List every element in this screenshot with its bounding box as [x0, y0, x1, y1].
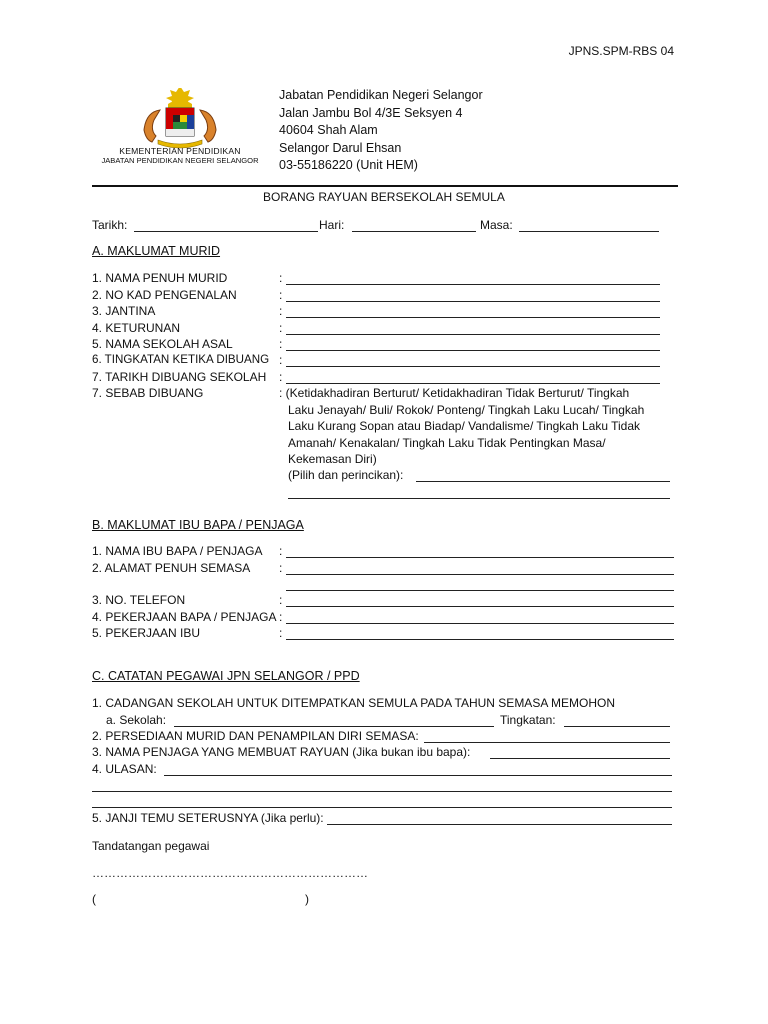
address-line: 40604 Shah Alam [279, 123, 378, 137]
field-row: 1. NAMA PENUH MURID : [92, 271, 662, 287]
field-label: 4. KETURUNAN [92, 321, 181, 335]
no-kad-input[interactable] [286, 288, 660, 302]
keturunan-input[interactable] [286, 321, 660, 335]
name-bracket-close: ) [305, 892, 309, 906]
section-c-heading: C. CATATAN PEGAWAI JPN SELANGOR / PPD [92, 669, 360, 683]
field-label: 2. NO KAD PENGENALAN [92, 288, 237, 302]
tarikh-dibuang-input[interactable] [286, 370, 660, 384]
name-bracket-open: ( [92, 892, 96, 906]
field-label: 4. PEKERJAAN BAPA / PENJAGA [92, 610, 277, 624]
ministry-logo [96, 88, 264, 168]
field-row: 6. TINGKATAN KETIKA DIBUANG : [92, 353, 662, 369]
item-1-label: 1. CADANGAN SEKOLAH UNTUK DITEMPATKAN SEMULA PADA TAHUN SEMASA MEMOHON [92, 696, 615, 710]
sekolah-input[interactable] [174, 713, 494, 727]
pekerjaan-bapa-input[interactable] [286, 610, 674, 624]
field-label: 5. PEKERJAAN IBU [92, 626, 201, 640]
sebab-detail-input-2[interactable] [288, 485, 670, 499]
department-address [279, 87, 483, 175]
signature-label: Tandatangan pegawai [92, 839, 210, 853]
alamat-input[interactable] [286, 561, 674, 575]
field-label: 2. ALAMAT PENUH SEMASA [92, 561, 251, 575]
tarikh-field[interactable] [134, 218, 318, 232]
sebab-detail-input[interactable] [416, 468, 670, 482]
address-line: Jalan Jambu Bol 4/3E Seksyen 4 [279, 105, 463, 120]
field-label: 1. NAMA PENUH MURID [92, 271, 228, 285]
field-row: 5. PEKERJAAN IBU : [92, 626, 676, 642]
field-row: 3. JANTINA : [92, 304, 662, 320]
field-row: 2. ALAMAT PENUH SEMASA : [92, 561, 676, 577]
field-row: 5. NAMA SEKOLAH ASAL : [92, 337, 662, 353]
form-title: BORANG RAYUAN BERSEKOLAH SEMULA [263, 190, 505, 204]
telefon-input[interactable] [286, 593, 674, 607]
field-label: 7. TARIKH DIBUANG SEKOLAH [92, 370, 267, 384]
field-row: 3. NO. TELEFON : [92, 593, 676, 609]
hari-label: Hari: [319, 218, 345, 232]
field-row: 4. KETURUNAN : [92, 321, 662, 337]
pekerjaan-ibu-input[interactable] [286, 626, 674, 640]
tarikh-label: Tarikh: [92, 218, 128, 232]
jantina-input[interactable] [286, 304, 660, 318]
signature-line[interactable]: …………………………………………………………… [92, 866, 368, 880]
ulasan-input-2[interactable] [92, 778, 672, 792]
address-line: Selangor Darul Ehsan [279, 140, 402, 155]
reasons-line: Kekemasan Diri) [288, 452, 377, 466]
reasons-first-line: : (Ketidakhadiran Berturut/ Ketidakhadiran Tidak Berturut/ Tingkah [279, 386, 630, 400]
ulasan-input[interactable] [164, 762, 672, 776]
masa-field[interactable] [519, 218, 659, 232]
logo-line1: KEMENTERIAN PENDIDIKAN [119, 146, 241, 156]
nama-murid-input[interactable] [286, 271, 660, 285]
field-row: 4. PEKERJAAN BAPA / PENJAGA : [92, 610, 676, 626]
hari-field[interactable] [352, 218, 476, 232]
field-label: 3. NO. TELEFON [92, 593, 186, 607]
reasons-line: Laku Kurang Sopan atau Biadap/ Vandalisme/ Tingkah Laku Tidak [288, 419, 641, 433]
sekolah-label: a. Sekolah: [106, 713, 167, 727]
reasons-line: Laku Jenayah/ Buli/ Rokok/ Ponteng/ Tingkah Laku Lucah/ Tingkah [288, 403, 645, 417]
item-5-label: 5. JANJI TEMU SETERUSNYA (Jika perlu): [92, 811, 324, 825]
item-4-label: 4. ULASAN: [92, 762, 157, 776]
section-a-heading: A. MAKLUMAT MURID [92, 244, 221, 258]
persediaan-input[interactable] [424, 729, 670, 743]
logo-line2: JABATAN PENDIDIKAN NEGERI SELANGOR [101, 156, 259, 165]
alamat-input-2[interactable] [286, 577, 674, 591]
field-row: 7. TARIKH DIBUANG SEKOLAH : [92, 370, 662, 386]
janji-temu-input[interactable] [327, 811, 672, 825]
sekolah-asal-input[interactable] [286, 337, 660, 351]
field-row: 2. NO KAD PENGENALAN : [92, 288, 662, 304]
form-code: JPNS.SPM-RBS 04 [568, 44, 674, 58]
field-row: 1. NAMA IBU BAPA / PENJAGA : [92, 544, 676, 560]
section-b-heading: B. MAKLUMAT IBU BAPA / PENJAGA [92, 518, 304, 532]
item-3-label: 3. NAMA PENJAGA YANG MEMBUAT RAYUAN (Jika bukan ibu bapa): [92, 745, 471, 759]
address-line: 03-55186220 (Unit HEM) [279, 158, 418, 172]
field-label: 5. NAMA SEKOLAH ASAL [92, 337, 233, 351]
ulasan-input-3[interactable] [92, 794, 672, 808]
tingkatan-dibuang-input[interactable] [286, 353, 660, 367]
tingkatan-label: Tingkatan: [500, 713, 556, 727]
choose-label: (Pilih dan perincikan): [288, 468, 404, 482]
nama-penjaga-input[interactable] [286, 544, 674, 558]
nama-penjaga-rayuan-input[interactable] [490, 745, 670, 759]
address-line: Jabatan Pendidikan Negeri Selangor [279, 88, 483, 102]
masa-label: Masa: [480, 218, 513, 232]
field-label: 6. TINGKATAN KETIKA DIBUANG [92, 353, 270, 366]
field-label: 3. JANTINA [92, 304, 156, 318]
field-label: 1. NAMA IBU BAPA / PENJAGA [92, 544, 263, 558]
tingkatan-input[interactable] [564, 713, 670, 727]
header-divider [92, 185, 678, 187]
field-label: 7. SEBAB DIBUANG [92, 386, 204, 400]
item-2-label: 2. PERSEDIAAN MURID DAN PENAMPILAN DIRI SEMASA: [92, 729, 419, 743]
reasons-line: Amanah/ Kenakalan/ Tingkah Laku Tidak Pentingkan Masa/ [288, 436, 606, 450]
